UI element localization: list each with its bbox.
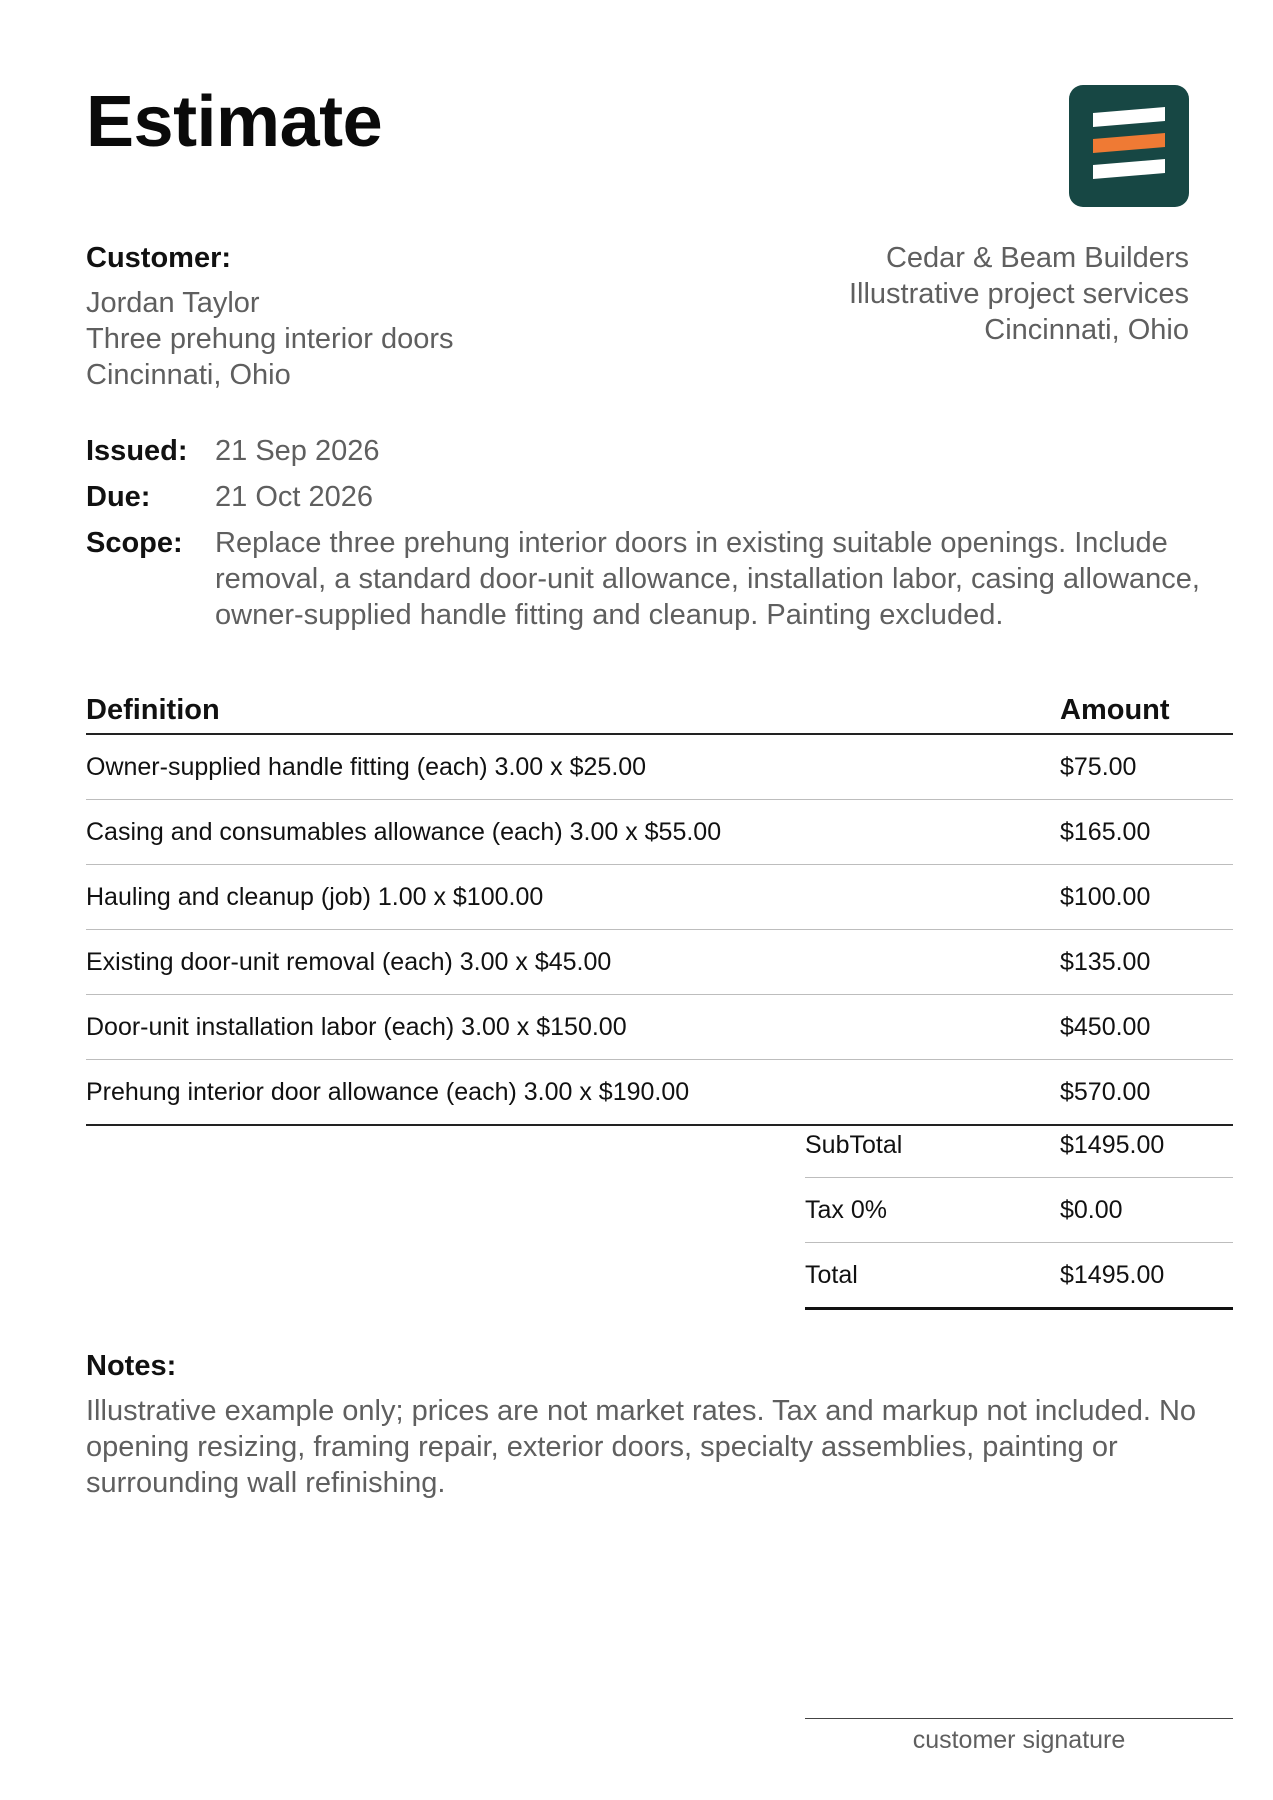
line-items-table (86, 688, 1233, 1126)
customer-label: Customer: (86, 242, 232, 274)
total-row (805, 1243, 1233, 1310)
due-date: 21 Oct 2026 (215, 481, 373, 513)
amount-header: Amount (1060, 694, 1170, 726)
company-name: Cedar & Beam Builders (885, 242, 1189, 274)
issued-date: 21 Sep 2026 (215, 435, 380, 467)
table-row (86, 735, 1233, 800)
due-label: Due: (86, 481, 151, 513)
line-item-amount: $165.00 (1060, 817, 1151, 846)
tax-label: Tax 0% (805, 1195, 887, 1224)
scope-text: Replace three prehung interior doors in existing suitable openings. Include removal, a standard door-unit allowance, installation labor, casing allowance, owner-supplied handle fitting and cleanup. Painting excluded. (215, 527, 1200, 631)
due-row (86, 479, 1236, 515)
subtotal-row (805, 1113, 1233, 1178)
subtotal-value: $1495.00 (1060, 1130, 1165, 1159)
line-item-amount: $570.00 (1060, 1077, 1151, 1106)
line-item-definition: Existing door-unit removal (each) 3.00 x $45.00 (86, 947, 612, 976)
customer-block (86, 240, 686, 393)
subtotal-label: SubTotal (805, 1130, 903, 1159)
signature-label: customer signature (912, 1726, 1126, 1754)
line-item-definition: Door-unit installation labor (each) 3.00 x $150.00 (86, 1012, 627, 1041)
issued-row (86, 433, 1236, 469)
line-item-amount: $450.00 (1060, 1012, 1151, 1041)
table-row (86, 800, 1233, 865)
customer-location: Cincinnati, Ohio (86, 359, 291, 391)
estimate-meta (86, 433, 1236, 633)
document-title: Estimate (86, 82, 383, 162)
notes-label: Notes: (86, 1350, 177, 1382)
line-item-amount: $75.00 (1060, 752, 1137, 781)
line-item-definition: Hauling and cleanup (job) 1.00 x $100.00 (86, 882, 544, 911)
line-item-amount: $100.00 (1060, 882, 1151, 911)
notes-text: Illustrative example only; prices are not market rates. Tax and markup not included. No opening resizing, framing repair, exterior doors, specialty assemblies, painting or surrounding wall refinishing. (86, 1395, 1197, 1499)
company-logo (1069, 85, 1189, 207)
company-block (669, 240, 1189, 348)
line-item-amount: $135.00 (1060, 947, 1151, 976)
definition-header: Definition (86, 694, 220, 726)
line-item-definition: Prehung interior door allowance (each) 3.00 x $190.00 (86, 1077, 690, 1106)
customer-name: Jordan Taylor (86, 287, 260, 319)
stacked-planks-logo-icon (1069, 85, 1189, 207)
total-value: $1495.00 (1060, 1260, 1165, 1289)
company-tagline: Illustrative project services (848, 278, 1189, 310)
company-location: Cincinnati, Ohio (984, 314, 1189, 346)
customer-project: Three prehung interior doors (86, 323, 454, 355)
scope-row (86, 525, 1236, 633)
line-item-definition: Owner-supplied handle fitting (each) 3.00 x $25.00 (86, 752, 647, 781)
table-row (86, 865, 1233, 930)
issued-label: Issued: (86, 435, 188, 467)
scope-label: Scope: (86, 527, 183, 559)
customer-details (86, 285, 686, 393)
line-item-definition: Casing and consumables allowance (each) 3.00 x $55.00 (86, 817, 722, 846)
tax-value: $0.00 (1060, 1195, 1123, 1224)
table-row (86, 995, 1233, 1060)
table-row (86, 930, 1233, 995)
notes-section (86, 1348, 1236, 1501)
table-header (86, 688, 1233, 735)
tax-row (805, 1178, 1233, 1243)
total-label: Total (805, 1260, 858, 1289)
totals-block (805, 1113, 1233, 1310)
customer-signature-line[interactable] (805, 1718, 1233, 1755)
